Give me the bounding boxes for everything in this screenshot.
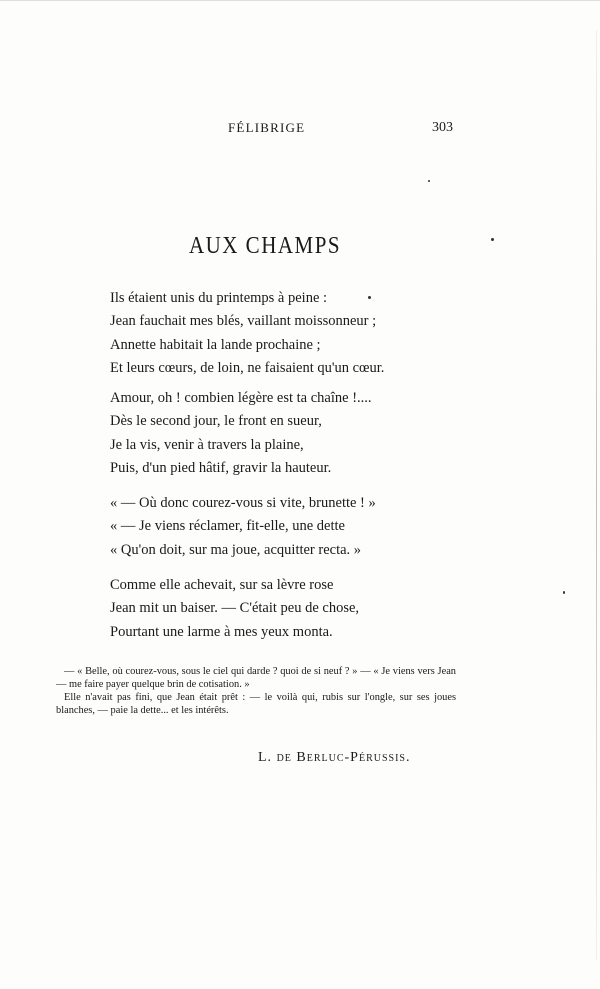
poem-title: AUX CHAMPS (188, 231, 342, 259)
verse: Ils étaient unis du printemps à peine : (110, 290, 328, 306)
stanza-1 (110, 287, 384, 380)
verse: Je la vis, venir à travers la plaine, (110, 436, 304, 453)
verse: Jean fauchait mes blés, vaillant moissonneur ; (110, 313, 377, 330)
note-paragraph: — « Belle, où courez-vous, sous le ciel qui darde ? quoi de si neuf ? » — « Je viens vers Jean — me faire payer quelque brin de cotisation. » (56, 666, 456, 690)
ink-speck (563, 591, 565, 594)
author-surname: Berluc-Pérussis. (296, 750, 411, 765)
author-initial: L. (258, 750, 273, 765)
verse: Jean mit un baiser. — C'était peu de chose, (110, 600, 360, 617)
stanza-4 (110, 574, 359, 644)
verse: Et leurs cœurs, de loin, ne faisaient qu'un cœur. (110, 359, 385, 376)
verse: « Qu'on doit, sur ma joue, acquitter recta. » (110, 541, 362, 558)
verse: Puis, d'un pied hâtif, gravir la hauteur. (110, 459, 332, 476)
scan-edge-top (0, 0, 600, 1)
verse: Comme elle achevait, sur sa lèvre rose (110, 577, 334, 593)
ink-speck (368, 296, 371, 299)
scan-edge-right (596, 30, 597, 960)
page-number: 303 (432, 120, 453, 135)
author-particle: de (276, 750, 292, 765)
ink-speck (428, 180, 430, 182)
running-head: FÉLIBRIGE (228, 120, 306, 135)
translation-notes (56, 665, 456, 717)
ink-speck (491, 238, 494, 241)
verse: Annette habitait la lande prochaine ; (110, 336, 321, 353)
stanza-3 (110, 492, 376, 562)
verse: Amour, oh ! combien légère est ta chaîne !.... (110, 390, 372, 406)
verse: « — Je viens réclamer, fit-elle, une dette (110, 518, 345, 535)
verse: « — Où donc courez-vous si vite, brunette ! » (110, 495, 376, 511)
verse: Pourtant une larme à mes yeux monta. (110, 623, 333, 640)
author-signature (258, 750, 411, 766)
note-paragraph: Elle n'avait pas fini, que Jean était prêt : — le voilà qui, rubis sur l'ongle, sur ses joues blanches, — paie la dette... et les intérêts. (56, 692, 456, 716)
verse: Dès le second jour, le front en sueur, (110, 413, 322, 430)
stanza-2 (110, 387, 372, 480)
